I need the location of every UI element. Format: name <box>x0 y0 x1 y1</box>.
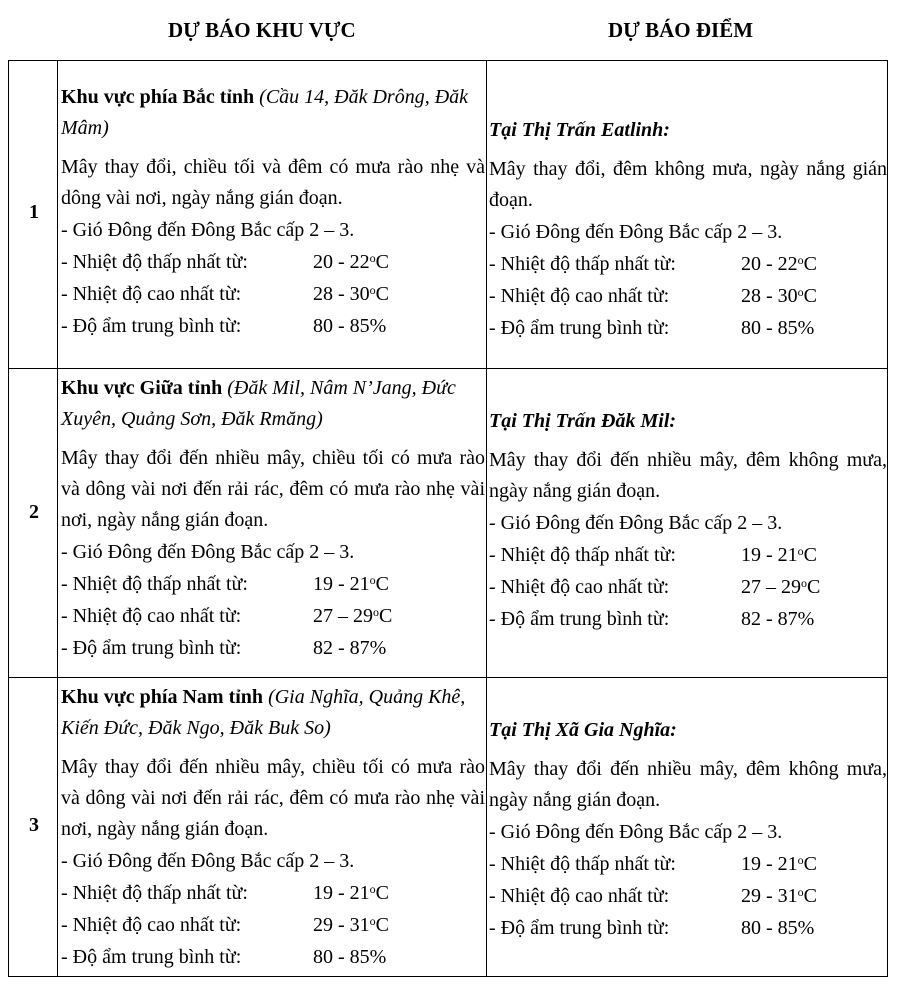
point-forecast-cell-3 <box>489 715 887 944</box>
min-temp-line <box>489 248 887 280</box>
max-temp-value: 27 – 29$^o$C <box>313 605 393 627</box>
max-temp-value: 28 - 30$^o$C <box>313 283 390 305</box>
wind-text: - Gió Đông đến Đông Bắc cấp 2 – 3. <box>61 219 355 241</box>
column-divider-point <box>486 61 487 976</box>
humidity-value: 80 - 85% <box>741 317 815 339</box>
area-title: Khu vực phía Bắc tỉnh <box>61 86 255 108</box>
wind-line <box>489 816 887 848</box>
humidity-line <box>489 912 887 944</box>
humidity-value: 80 - 85% <box>741 917 815 939</box>
max-temp-line <box>489 880 887 912</box>
min-temp-value: 20 - 22$^o$C <box>741 253 818 275</box>
header-point-forecast: DỰ BÁO ĐIỂM <box>608 18 754 42</box>
wind-line <box>61 536 485 568</box>
wind-line <box>61 214 485 246</box>
humidity-value: 80 - 85% <box>313 946 387 968</box>
humidity-label: - Độ ẩm trung bình từ: <box>61 946 242 968</box>
humidity-label: - Độ ẩm trung bình từ: <box>489 317 670 339</box>
min-temp-label: - Nhiệt độ thấp nhất từ: <box>61 573 248 595</box>
max-temp-line <box>489 280 887 312</box>
area-description: Mây thay đổi đến nhiều mây, chiều tối có mưa rào và dông vài nơi đến rải rác, đêm có mưa rào nhẹ vài nơi, ngày nắng gián đoạn. <box>61 447 485 531</box>
max-temp-label: - Nhiệt độ cao nhất từ: <box>489 285 670 307</box>
max-temp-value: 27 – 29$^o$C <box>741 576 821 598</box>
min-temp-line <box>61 246 485 278</box>
min-temp-label: - Nhiệt độ thấp nhất từ: <box>489 544 676 566</box>
area-description: Mây thay đổi đến nhiều mây, chiều tối có mưa rào và dông vài nơi đến rải rác, đêm có mưa rào nhẹ vài nơi, ngày nắng gián đoạn. <box>61 756 485 840</box>
point-forecast-cell-2 <box>489 406 887 635</box>
min-temp-line <box>61 877 485 909</box>
forecast-table <box>8 60 888 977</box>
row-number-2: 2 <box>29 501 39 523</box>
max-temp-value: 28 - 30$^o$C <box>741 285 818 307</box>
min-temp-label: - Nhiệt độ thấp nhất từ: <box>61 882 248 904</box>
area-subtitle: (Cầu 14, Đăk Drông, Đăk Mâm) <box>61 86 469 139</box>
area-title: Khu vực Giữa tỉnh <box>61 377 223 399</box>
min-temp-label: - Nhiệt độ thấp nhất từ: <box>489 853 676 875</box>
humidity-value: 82 - 87% <box>741 608 815 630</box>
max-temp-label: - Nhiệt độ cao nhất từ: <box>61 283 242 305</box>
min-temp-line <box>489 848 887 880</box>
point-location: Tại Thị Trấn Đăk Mil: <box>489 410 677 432</box>
max-temp-value: 29 - 31$^o$C <box>741 885 818 907</box>
humidity-line <box>61 941 485 973</box>
humidity-value: 80 - 85% <box>313 315 387 337</box>
humidity-label: - Độ ẩm trung bình từ: <box>489 917 670 939</box>
wind-text: - Gió Đông đến Đông Bắc cấp 2 – 3. <box>489 512 783 534</box>
max-temp-value: 29 - 31$^o$C <box>313 914 390 936</box>
wind-line <box>489 507 887 539</box>
area-title: Khu vực phía Nam tỉnh <box>61 686 264 708</box>
area-subtitle: (Đăk Mil, Nâm N’Jang, Đức Xuyên, Quảng Sơn, Đăk Rmăng) <box>61 377 456 430</box>
min-temp-value: 19 - 21$^o$C <box>313 882 390 904</box>
min-temp-line <box>61 568 485 600</box>
row-divider-2 <box>9 677 887 678</box>
point-forecast-cell-1 <box>489 115 887 344</box>
area-description: Mây thay đổi, chiều tối và đêm có mưa rào nhẹ và dông vài nơi, ngày nắng gián đoạn. <box>61 156 485 209</box>
min-temp-label: - Nhiệt độ thấp nhất từ: <box>489 253 676 275</box>
humidity-line <box>489 603 887 635</box>
row-divider-1 <box>9 368 887 369</box>
wind-line <box>489 216 887 248</box>
point-location: Tại Thị Trấn Eatlinh: <box>489 119 670 141</box>
point-description: Mây thay đổi, đêm không mưa, ngày nắng gián đoạn. <box>489 158 887 211</box>
min-temp-value: 20 - 22$^o$C <box>313 251 390 273</box>
wind-text: - Gió Đông đến Đông Bắc cấp 2 – 3. <box>61 541 355 563</box>
humidity-value: 82 - 87% <box>313 637 387 659</box>
humidity-line <box>61 310 485 342</box>
humidity-label: - Độ ẩm trung bình từ: <box>61 637 242 659</box>
max-temp-line <box>61 600 485 632</box>
max-temp-line <box>489 571 887 603</box>
min-temp-line <box>489 539 887 571</box>
point-description: Mây thay đổi đến nhiều mây, đêm không mưa, ngày nắng gián đoạn. <box>489 449 887 502</box>
max-temp-line <box>61 278 485 310</box>
area-forecast-cell-3 <box>61 682 485 973</box>
humidity-label: - Độ ẩm trung bình từ: <box>489 608 670 630</box>
humidity-line <box>489 312 887 344</box>
row-number-1: 1 <box>29 201 39 223</box>
min-temp-label: - Nhiệt độ thấp nhất từ: <box>61 251 248 273</box>
min-temp-value: 19 - 21$^o$C <box>741 544 818 566</box>
humidity-label: - Độ ẩm trung bình từ: <box>61 315 242 337</box>
area-subtitle: (Gia Nghĩa, Quảng Khê, Kiến Đức, Đăk Ngo, Đăk Buk So) <box>61 686 466 739</box>
min-temp-value: 19 - 21$^o$C <box>741 853 818 875</box>
wind-text: - Gió Đông đến Đông Bắc cấp 2 – 3. <box>489 221 783 243</box>
header-area-forecast: DỰ BÁO KHU VỰC <box>168 18 356 42</box>
area-forecast-cell-2 <box>61 373 485 664</box>
humidity-line <box>61 632 485 664</box>
area-forecast-cell-1 <box>61 82 485 342</box>
min-temp-value: 19 - 21$^o$C <box>313 573 390 595</box>
wind-text: - Gió Đông đến Đông Bắc cấp 2 – 3. <box>489 821 783 843</box>
max-temp-label: - Nhiệt độ cao nhất từ: <box>61 914 242 936</box>
max-temp-line <box>61 909 485 941</box>
max-temp-label: - Nhiệt độ cao nhất từ: <box>489 576 670 598</box>
point-location: Tại Thị Xã Gia Nghĩa: <box>489 719 677 741</box>
wind-line <box>61 845 485 877</box>
max-temp-label: - Nhiệt độ cao nhất từ: <box>61 605 242 627</box>
wind-text: - Gió Đông đến Đông Bắc cấp 2 – 3. <box>61 850 355 872</box>
max-temp-label: - Nhiệt độ cao nhất từ: <box>489 885 670 907</box>
row-number-3: 3 <box>29 814 39 836</box>
point-description: Mây thay đổi đến nhiều mây, đêm không mưa, ngày nắng gián đoạn. <box>489 758 887 811</box>
